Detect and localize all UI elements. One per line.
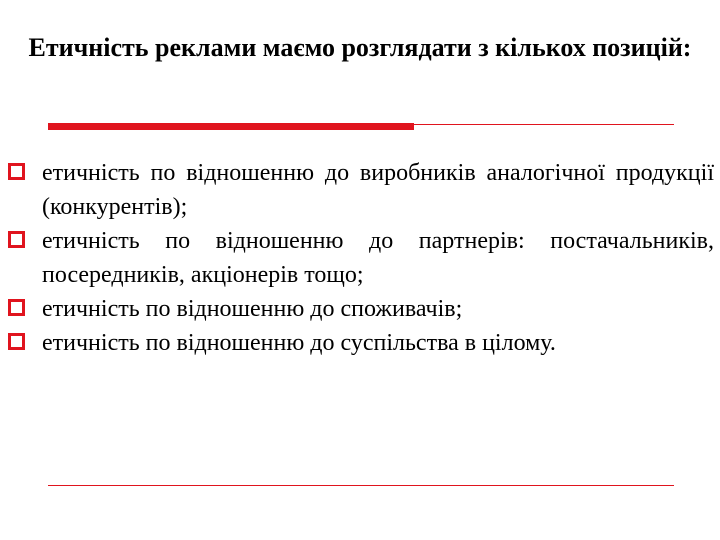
title-underline-thin <box>414 124 674 125</box>
list-item <box>8 156 714 224</box>
list-item-text: етичність по відношенню до суспільства в цілому. <box>42 330 556 356</box>
slide-title: Етичність реклами маємо розглядати з кількох позицій: <box>28 33 692 62</box>
list-item <box>8 326 714 360</box>
hollow-square-icon <box>8 231 25 248</box>
hollow-square-icon <box>8 299 25 316</box>
list-item-text: етичність по відношенню до виробників аналогічної продукції (конкурентів); <box>42 160 714 220</box>
list-item-text: етичність по відношенню до споживачів; <box>42 296 463 322</box>
list-item <box>8 224 714 292</box>
bottom-divider <box>48 485 674 486</box>
title-underline-thick <box>48 123 414 130</box>
bullet-list <box>8 156 714 360</box>
list-item <box>8 292 714 326</box>
hollow-square-icon <box>8 163 25 180</box>
hollow-square-icon <box>8 333 25 350</box>
list-item-text: етичність по відношенню до партнерів: постачальників, посередників, акціонерів тощо; <box>42 228 714 288</box>
